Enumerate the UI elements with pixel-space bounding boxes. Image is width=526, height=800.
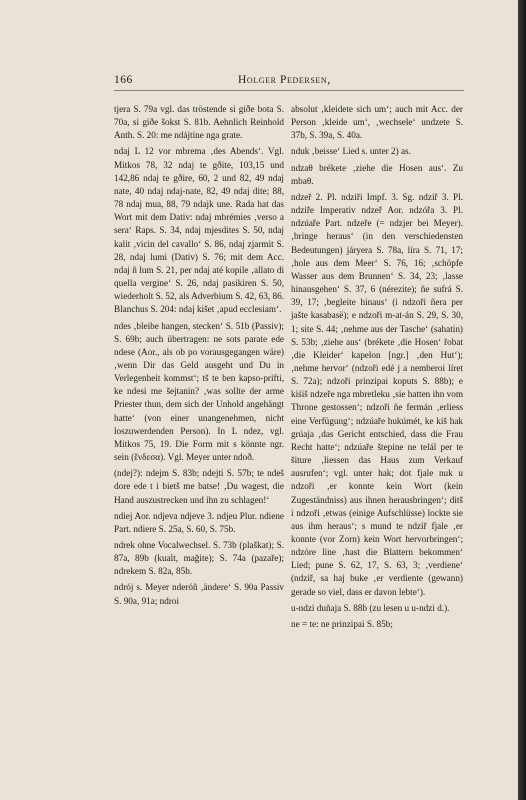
- left-para-7: ndrój s. Meyer nderóñ ‚ändere‘ S. 90a Passiv S. 90a, 91a; ndroi: [114, 582, 284, 606]
- page-header: [114, 74, 464, 88]
- left-para-3: ndes ‚bleibe hangen, stecken‘ S. 51b (Passiv); S. 69b; auch übertragen: ne sots parate ede ndese (Aor., als ob po vorausgegangen wäre) ‚wenn Dir das Geld ausgeht und Du in Verlegenheit kommst‘; tš te ben kapso-prifti, ke ndesi me šejtanin? ‚was sollte der arme Priester thun, dem sich der Unhold angehängt hatte‘ (von einer unangenehmen, nicht loszuwerdenden Person). In L ndez, vgl. Mitkos 75, 19. Die Form mit s könnte ngr. sein (ἔνδεσα). Vgl. Meyer unter ndoð.: [114, 320, 284, 463]
- left-para-5: ndiej Aor. ndjeva ndjeve 3. ndjeu Plur. ndiene Part. ndiere S. 25a, S. 60, S. 75b.: [114, 510, 284, 534]
- page-edge: [518, 0, 526, 800]
- right-para-4: ndzeř 2. Pl. ndziři Impf. 3. Sg. ndziř 3. Pl. ndziře Imperativ ndzeř Aor. ndzóřa 3. Pl. ndzúaře Part. ndzeře (= ndzjer bei Meyer). ‚bringe heraus‘ (in den verschiedensten Bedeutungen) járyera S. 78a, líra S. 71, 17; ‚hole aus dem Meer‘ S. 76, 16; ‚schöpfe Wasser aus dem Brunnen‘ S. 34, 23; ‚lasse hinausgehen‘ S. 37, 6 (nérezite); ñe sufrá S. 39, 17; ‚begleite hinaus‘ (i ndzoři ñera per jašte kasabasë); e ndzoři m-at-án S. 29, S. 30, 1; site S. 44; ‚nehme aus der Tasche‘ (sahatin) S. 53b; ‚ziehe aus‘ (brékete ‚die Hosen‘ řobat ‚die Kleider‘ kapelon [ngr.] ‚den Hut‘); ‚nehme hervor‘ (ndzoři edé j a nemberoi líret S. 72a); ndzoři prinzipai koputs S. 88b); e kiśiš ndzeře nga mbretleku ‚sie hatten ihn vom Throne gestossen‘; ndzoři ñe fermán ‚erliess eine Verfügung‘; ndzúaře hukúmét, ke kiš hak grúaja ‚das Gericht entschied, dass die Frau Recht hatte‘; ndzúaře štepine ne telál per te šiture ‚liessen das Haus zum Verkauf ausrufen‘; vgl. unter hak; dot fjale nuk u ndzoři ‚er konnte kein Wort (kein Zugeständniss) aus ihnen herausbringen‘; ditš i ndzoři ‚etwas (einige Aufschlüsse) lockte sie aus ihm heraus‘; s mund te ndziř fjale ‚er konnte (vor Zorn) kein Wort hervorbringen‘; ndzóre line ‚hast die Blattern bekommen‘ Lied; pune S. 62, 17, S. 63, 3; ‚verdiene‘ (ndziř, sa haj buke ‚er verdiente (gewann) gerade so viel, dass er davon lebte‘).: [291, 191, 463, 597]
- right-para-2: nduk ‚beisse‘ Lied s. unter 2) as.: [291, 146, 411, 157]
- page-number: 166: [114, 74, 133, 86]
- right-para-5: u-ndzi duñaja S. 88b (zu lesen u u-ndzi d.).: [291, 602, 450, 613]
- right-para-3: ndzaθ brékete ‚ziehe die Hosen aus‘. Zu mbaθ.: [291, 162, 463, 186]
- right-column: [291, 103, 463, 634]
- left-para-6: ndrek ohne Vocalwechsel. S. 73b (plaškat); S. 87a, 89b (kualt, mağite); S. 74a (pazaře); ndrekem S. 82a, 85b.: [114, 540, 284, 577]
- header-rule: [114, 90, 464, 91]
- left-para-2: ndaj L 12 vor mbrema ‚des Abends‘. Vgl. Mitkos 78, 32 ndaj te gðite, 103,15 und 142,86 ndaj te gðire, 60, 2 und 82, 49 ndaj nate, 40 ndaj ndaj-nate, 82, 49 ndaj dite; 88, 78 ndaj mua, 88, 79 ndajk une. Rada hat das Wort mit dem Dativ: ndaj mbrémies ‚verso a sera‘ Raps. S. 34, ndaj mjesdites S. 50, ndaj kalit ‚vicin del cavallo‘ S. 86, ndaj zjarmit S. 28, ndaj lumi (Dativ) S. 76; mit dem Acc. ndaj ñ lum S. 21, per ndaj até kopile ‚allato di quella vergine‘ S. 26, ndaj pasikiren S. 50, wiederholt S. 52, als Adverbium S. 42, 63, 86. Blanchus S. 204: ndaj kišet ‚apud ecclesiam‘.: [114, 146, 284, 315]
- right-para-1: absolut ‚kleidete sich um‘; auch mit Acc. der Person ‚kleide um‘, ‚wechsele‘ undzete S. 37b, S. 39a, S. 40a.: [291, 104, 463, 141]
- running-head: Holger Pedersen,: [238, 74, 331, 86]
- right-para-6: ne = te: ne prinzipai S. 85b;: [291, 618, 393, 629]
- left-para-4: (ndej?): ndejm S. 83b; ndejti S. 57b; te ndeš dore ede t i bietš me batse! ‚Du wagest, die Hand auszustrecken und ihn zu schlagen!‘: [114, 468, 284, 505]
- left-column: [114, 103, 284, 611]
- left-para-1: tjera S. 79a vgl. das tröstende si giðe bota S. 70a, si giðe šokst S. 81b. Aehnlich Reinhold Anth. S. 20: me ndájtine nga grate.: [114, 104, 284, 141]
